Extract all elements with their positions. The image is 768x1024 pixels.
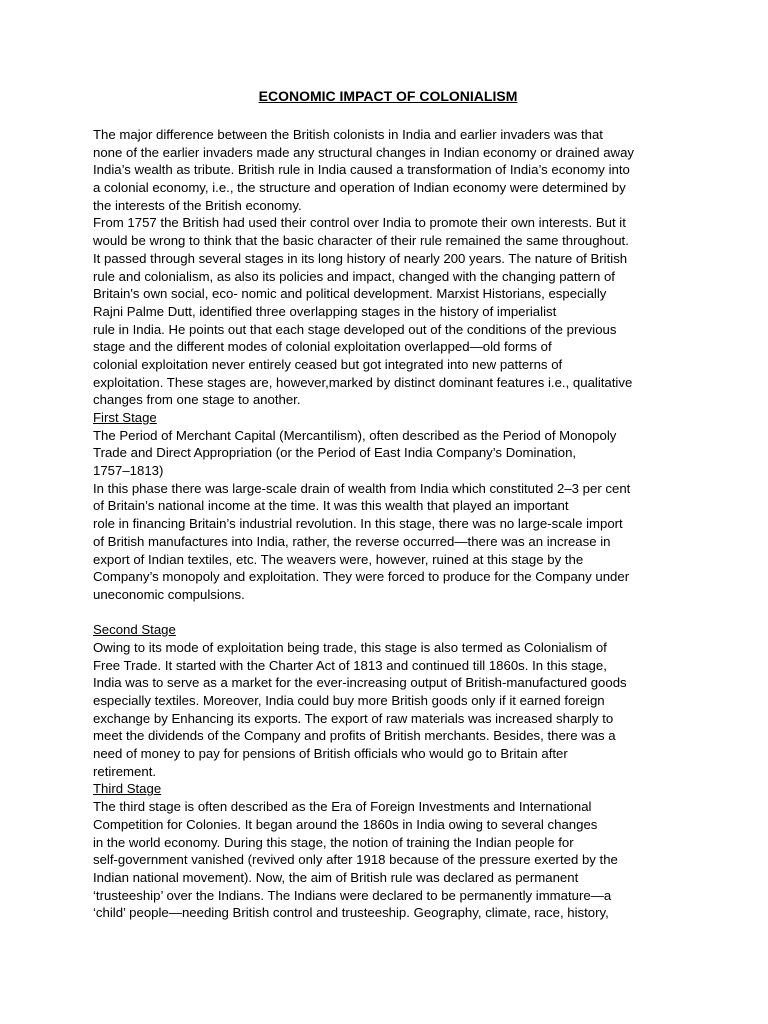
first-stage-line: Trade and Direct Appropriation (or the Period of East India Company’s Domination,: [93, 445, 577, 461]
first-stage-line: Company’s monopoly and exploitation. They were forced to produce for the Company under: [93, 569, 630, 585]
document-title: ECONOMIC IMPACT OF COLONIALISM: [258, 88, 518, 104]
first-stage-section: [93, 409, 683, 604]
second-stage-section: [93, 621, 683, 780]
intro-line: Rajni Palme Dutt, identified three overlapping stages in the history of imperialist: [93, 303, 557, 319]
first-stage-line: role in financing Britain’s industrial revolution. In this stage, there was no large-scale import: [93, 516, 623, 532]
document-page: [93, 86, 683, 922]
intro-line: From 1757 the British had used their control over India to promote their own interests. But it: [93, 215, 626, 231]
intro-line: none of the earlier invaders made any structural changes in Indian economy or drained away: [93, 144, 635, 160]
first-stage-line: The Period of Merchant Capital (Mercantilism), often described as the Period of Monopoly: [93, 427, 617, 443]
third-stage-heading: Third Stage: [93, 781, 162, 797]
first-stage-line: uneconomic compulsions.: [93, 586, 245, 602]
second-stage-line: Owing to its mode of exploitation being trade, this stage is also termed as Colonialism of: [93, 639, 607, 655]
third-stage-line: ‘trusteeship’ over the Indians. The Indians were declared to be permanently immature—a: [93, 887, 612, 903]
intro-line: the interests of the British economy.: [93, 197, 302, 213]
intro-line: rule and colonialism, as also its policies and impact, changed with the changing pattern of: [93, 268, 615, 284]
first-stage-line: In this phase there was large-scale drain of wealth from India which constituted 2–3 per cent: [93, 480, 631, 496]
third-stage-line: Competition for Colonies. It began around the 1860s in India owing to several changes: [93, 816, 598, 832]
intro-line: It passed through several stages in its long history of nearly 200 years. The nature of British: [93, 250, 628, 266]
second-stage-line: exchange by Enhancing its exports. The export of raw materials was increased sharply to: [93, 710, 614, 726]
intro-line: rule in India. He points out that each stage developed out of the conditions of the previous: [93, 321, 617, 337]
second-stage-line: retirement.: [93, 763, 157, 779]
third-stage-line: The third stage is often described as the Era of Foreign Investments and International: [93, 799, 592, 815]
intro-line: India’s wealth as tribute. British rule in India caused a transformation of India’s economy into: [93, 162, 630, 178]
first-stage-line: export of Indian textiles, etc. The weavers were, however, ruined at this stage by the: [93, 551, 584, 567]
third-stage-line: in the world economy. During this stage, the notion of training the Indian people for: [93, 834, 574, 850]
paragraph-spacer: [93, 604, 683, 622]
intro-line: The major difference between the British colonists in India and earlier invaders was that: [93, 127, 603, 142]
first-stage-line: of British manufactures into India, rather, the reverse occurred—there was an increase in: [93, 533, 611, 549]
second-stage-line: India was to serve as a market for the ever-increasing output of British-manufactured goods: [93, 675, 627, 691]
second-stage-line: Free Trade. It started with the Charter Act of 1813 and continued till 1860s. In this stage,: [93, 657, 607, 673]
second-stage-line: need of money to pay for pensions of British officials who would go to Britain after: [93, 746, 568, 762]
second-stage-line: especially textiles. Moreover, India could buy more British goods only if it earned foreign: [93, 693, 605, 708]
first-stage-line: 1757–1813): [93, 463, 164, 479]
first-stage-heading: First Stage: [93, 410, 157, 425]
second-stage-line: meet the dividends of the Company and profits of British merchants. Besides, there was a: [93, 728, 616, 744]
first-stage-line: of Britain’s national income at the time. It was this wealth that played an important: [93, 498, 569, 514]
third-stage-line: Indian national movement). Now, the aim of British rule was declared as permanent: [93, 869, 579, 885]
intro-section: [93, 126, 683, 409]
intro-line: would be wrong to think that the basic character of their rule remained the same throughout.: [93, 233, 629, 249]
intro-line: colonial exploitation never entirely ceased but got integrated into new patterns of: [93, 356, 563, 372]
third-stage-line: self-government vanished (revived only after 1918 because of the pressure exerted by the: [93, 852, 618, 868]
third-stage-line: ‘child’ people—needing British control and trusteeship. Geography, climate, race, history,: [93, 905, 609, 921]
intro-line: Britain's own social, eco- nomic and political development. Marxist Historians, especially: [93, 286, 607, 302]
intro-line: a colonial economy, i.e., the structure and operation of Indian economy were determined by: [93, 180, 626, 196]
intro-line: changes from one stage to another.: [93, 392, 301, 408]
intro-line: exploitation. These stages are, however,marked by distinct dominant features i.e., qualitative: [93, 374, 633, 390]
third-stage-section: [93, 780, 683, 922]
intro-line: stage and the different modes of colonial exploitation overlapped—old forms of: [93, 339, 552, 355]
second-stage-heading: Second Stage: [93, 622, 176, 638]
